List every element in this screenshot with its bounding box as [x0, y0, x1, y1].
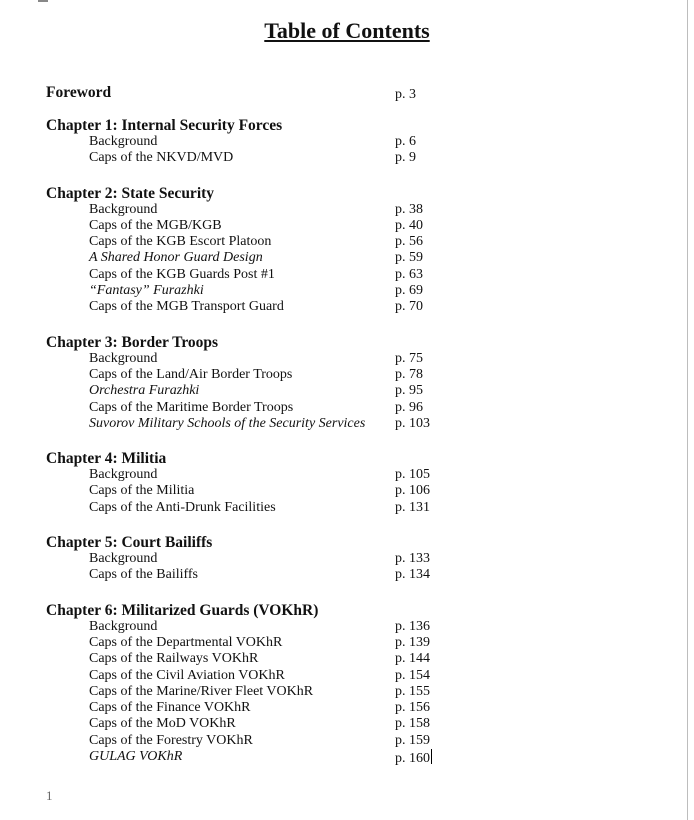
- chapter-heading: Chapter 1: Internal Security Forces: [46, 117, 283, 134]
- entry-label: Background: [89, 618, 158, 634]
- foreword-label: Foreword: [46, 84, 112, 101]
- toc-entry: [46, 651, 466, 667]
- entry-page: p. 159: [395, 732, 430, 748]
- entry-label: Orchestra Furazhki: [89, 383, 200, 399]
- toc-entry: [46, 733, 466, 749]
- foreword-page: p. 3: [395, 87, 416, 102]
- chapter-heading: Chapter 6: Militarized Guards (VOKhR): [46, 601, 319, 619]
- entry-page: p. 136: [395, 618, 430, 634]
- entry-label: Caps of the MoD VOKhR: [89, 716, 236, 732]
- chapter-4: [46, 450, 466, 516]
- toc-entry: [46, 551, 466, 567]
- chapter-heading: Chapter 2: State Security: [46, 184, 215, 202]
- toc-entry: [46, 635, 466, 651]
- entry-label: Caps of the Maritime Border Troops: [89, 399, 294, 415]
- foreword-row: [46, 84, 466, 102]
- toc-entry: [46, 299, 466, 315]
- entry-page: p. 56: [395, 234, 423, 250]
- entry-label: Caps of the Civil Aviation VOKhR: [89, 667, 285, 683]
- toc-entry: [46, 267, 466, 283]
- toc-entry: [46, 483, 466, 499]
- toc-entry: [46, 400, 466, 416]
- toc-entry: [46, 619, 466, 635]
- toc-entry: [46, 218, 466, 234]
- entry-page: p. 106: [395, 483, 430, 499]
- toc-entry: [46, 250, 466, 266]
- entry-page: p. 103: [395, 415, 430, 431]
- entry-page: p. 133: [395, 551, 430, 567]
- entry-page: p. 69: [395, 283, 423, 299]
- entry-label: “Fantasy” Furazhki: [89, 283, 204, 299]
- toc-entry: [46, 234, 466, 250]
- entry-label: Caps of the Anti-Drunk Facilities: [89, 499, 276, 515]
- entry-page: p. 156: [395, 700, 430, 716]
- chapter-6: [46, 602, 466, 766]
- entry-label: Caps of the Departmental VOKhR: [89, 634, 283, 650]
- toc-entry: [46, 716, 466, 732]
- toc-entry: [46, 684, 466, 700]
- corner-mark: [38, 0, 48, 2]
- toc-entry: [46, 383, 466, 399]
- entry-label: Caps of the Marine/River Fleet VOKhR: [89, 683, 314, 699]
- entry-page: p. 95: [395, 383, 423, 399]
- toc-entry: [46, 467, 466, 483]
- entry-label: Caps of the Bailiffs: [89, 567, 199, 583]
- entry-label: GULAG VOKhR: [89, 749, 183, 765]
- text-cursor: [431, 749, 432, 764]
- toc-entry: [46, 567, 466, 583]
- entry-page: p. 38: [395, 201, 423, 217]
- chapter-1: [46, 117, 466, 167]
- toc-entry: [46, 749, 466, 765]
- footer-page-number: 1: [46, 788, 53, 803]
- chapter-heading: Chapter 4: Militia: [46, 450, 167, 468]
- toc-entry: [46, 367, 466, 383]
- entry-label: Caps of the Militia: [89, 483, 195, 499]
- toc-entry: [46, 283, 466, 299]
- toc-entry: [46, 150, 466, 166]
- chapter-heading: Chapter 5: Court Bailiffs: [46, 534, 213, 552]
- entry-page: p. 96: [395, 399, 423, 415]
- entry-label: Caps of the NKVD/MVD: [89, 150, 234, 166]
- entry-page: p. 134: [395, 567, 430, 583]
- entry-page: p. 63: [395, 266, 423, 282]
- chapter-3: [46, 334, 466, 432]
- entry-page: p. 9: [395, 150, 416, 166]
- entry-label: Background: [89, 350, 158, 366]
- entry-page: p. 75: [395, 350, 423, 366]
- toc-entry: [46, 500, 466, 516]
- entry-page: p. 105: [395, 467, 430, 483]
- entry-label: Suvorov Military Schools of the Security Services: [89, 415, 366, 431]
- entry-page: p. 59: [395, 250, 423, 266]
- toc: [46, 84, 466, 783]
- entry-label: Background: [89, 551, 158, 567]
- entry-label: Caps of the Railways VOKhR: [89, 651, 259, 667]
- toc-entry: [46, 668, 466, 684]
- entry-page: p. 6: [395, 134, 416, 149]
- entry-page: p. 154: [395, 667, 430, 683]
- toc-entry: [46, 134, 466, 150]
- entry-page: p. 158: [395, 716, 430, 732]
- entry-page: p. 40: [395, 217, 423, 233]
- toc-entry: [46, 202, 466, 218]
- entry-label: Caps of the Land/Air Border Troops: [89, 366, 293, 382]
- entry-label: Caps of the KGB Guards Post #1: [89, 266, 275, 282]
- entry-page: p. 78: [395, 366, 423, 382]
- page-edge: [687, 0, 688, 820]
- entry-page: p. 155: [395, 683, 430, 699]
- entry-page[interactable]: [395, 749, 432, 767]
- page-title: Table of Contents: [264, 18, 430, 43]
- entry-page: p. 139: [395, 634, 430, 650]
- entry-label: Caps of the MGB/KGB: [89, 217, 222, 233]
- toc-entry: [46, 351, 466, 367]
- entry-label: Caps of the KGB Escort Platoon: [89, 234, 272, 250]
- entry-page: p. 70: [395, 299, 423, 315]
- entry-label: Background: [89, 134, 158, 149]
- chapter-5: [46, 534, 466, 584]
- entry-label: Caps of the Forestry VOKhR: [89, 732, 253, 748]
- entry-label: Caps of the Finance VOKhR: [89, 700, 251, 716]
- entry-label: Background: [89, 201, 158, 217]
- entry-page-text: p. 160: [395, 751, 430, 767]
- entry-page: p. 131: [395, 499, 430, 515]
- entry-label: Background: [89, 467, 158, 483]
- entry-label: A Shared Honor Guard Design: [89, 250, 263, 266]
- entry-label: Caps of the MGB Transport Guard: [89, 299, 284, 315]
- toc-entry: [46, 416, 466, 432]
- entry-page: p. 144: [395, 651, 430, 667]
- toc-entry: [46, 700, 466, 716]
- chapter-heading: Chapter 3: Border Troops: [46, 333, 219, 351]
- chapter-2: [46, 185, 466, 316]
